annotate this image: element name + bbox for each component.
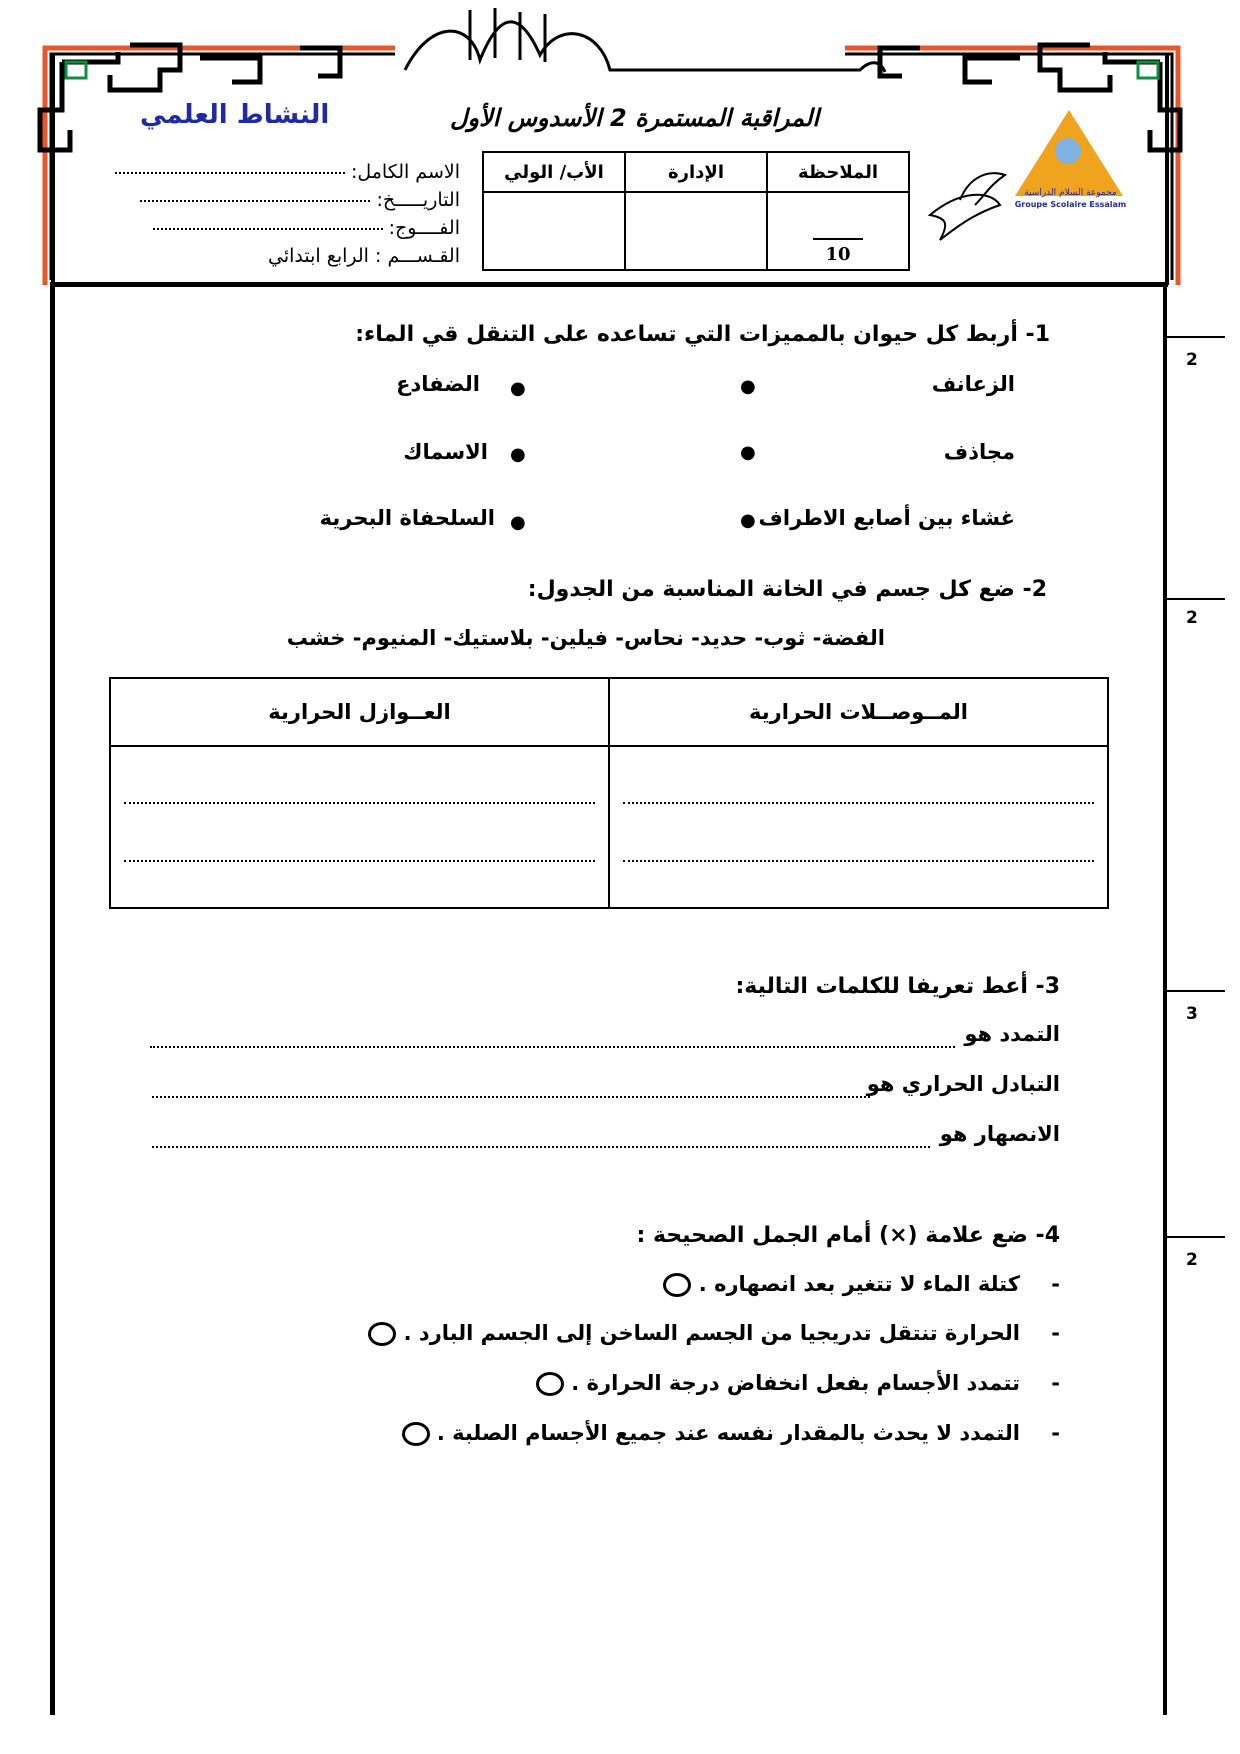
conductors-line-2[interactable] bbox=[623, 860, 1094, 862]
date-input-line[interactable] bbox=[140, 200, 370, 202]
q4-dash-1: - bbox=[1051, 1272, 1060, 1296]
conductors-table bbox=[109, 677, 1109, 909]
q3-term-1: التمدد هو bbox=[964, 1022, 1060, 1046]
q3-answer-line-3[interactable] bbox=[152, 1146, 930, 1148]
q4-dash-4: - bbox=[1051, 1421, 1060, 1445]
conductors-cell[interactable] bbox=[609, 746, 1108, 908]
q1-animal-dot-2[interactable]: ● bbox=[510, 444, 526, 465]
q4-statement-3-text: تتمدد الأجسام بفعل انخفاض درجة الحرارة . bbox=[571, 1371, 1020, 1395]
q4-checkbox-1[interactable] bbox=[663, 1273, 691, 1297]
q1-animal-1: الضفادع bbox=[396, 372, 480, 396]
margin-line-1 bbox=[1163, 336, 1225, 338]
q1-feature-2: مجاذف bbox=[943, 440, 1015, 464]
student-fields bbox=[109, 158, 460, 270]
q3-number: 3- bbox=[1035, 974, 1060, 999]
group-label: الفــــوج: bbox=[388, 217, 460, 239]
conductors-line-1[interactable] bbox=[623, 802, 1094, 804]
margin-line-2 bbox=[1163, 598, 1225, 600]
grading-table bbox=[482, 151, 910, 271]
q3-heading bbox=[735, 974, 1060, 999]
admin-signature-cell[interactable] bbox=[625, 192, 767, 270]
page-right-border bbox=[1163, 285, 1167, 1715]
logo-name-ar: مجموعة السلام الدراسية bbox=[1024, 188, 1117, 198]
group-field-row bbox=[109, 214, 460, 242]
frame-right-bar bbox=[1165, 55, 1169, 285]
logo-globe-icon bbox=[1055, 138, 1081, 164]
q4-heading bbox=[636, 1223, 1060, 1248]
q3-answer-line-1[interactable] bbox=[150, 1046, 955, 1048]
q4-checkbox-2[interactable] bbox=[368, 1322, 396, 1346]
class-label: القـســـم : bbox=[375, 245, 460, 267]
margin-score-1: 2 bbox=[1186, 350, 1198, 370]
q4-checkbox-3[interactable] bbox=[536, 1372, 564, 1396]
frame-left-bar bbox=[51, 55, 55, 285]
name-input-line[interactable] bbox=[115, 172, 345, 174]
name-label: الاسم الكامل: bbox=[350, 161, 460, 183]
q1-feature-1: الزعانف bbox=[931, 372, 1015, 396]
margin-line-3 bbox=[1163, 990, 1225, 992]
score-total: 10 bbox=[825, 244, 851, 265]
insulators-line-2[interactable] bbox=[124, 860, 595, 862]
insulators-cell[interactable] bbox=[110, 746, 609, 908]
insulators-line-1[interactable] bbox=[124, 802, 595, 804]
q1-feature-dot-1[interactable]: ● bbox=[740, 376, 756, 397]
q4-statement-4-text: التمدد لا يحدث بالمقدار نفسه عند جميع الأجسام الصلبة . bbox=[436, 1421, 1020, 1445]
group-input-line[interactable] bbox=[153, 228, 383, 230]
class-value: الرابع ابتدائي bbox=[268, 245, 369, 267]
q4-dash-3: - bbox=[1051, 1371, 1060, 1395]
q3-term-3: الانصهار هو bbox=[939, 1122, 1060, 1146]
class-field-row bbox=[109, 242, 460, 270]
q4-statement-1 bbox=[663, 1272, 1060, 1297]
q3-answer-line-2[interactable] bbox=[152, 1096, 870, 1098]
parent-signature-cell[interactable] bbox=[483, 192, 625, 270]
date-label: التاريـــــخ: bbox=[376, 189, 460, 211]
q1-feature-dot-3[interactable]: ● bbox=[740, 510, 756, 531]
subject-title: النشاط العلمي bbox=[140, 100, 330, 130]
score-cell[interactable] bbox=[767, 192, 909, 270]
margin-score-4: 2 bbox=[1186, 1250, 1198, 1270]
margin-score-2: 2 bbox=[1186, 608, 1198, 628]
q1-heading bbox=[355, 322, 1050, 347]
q1-animal-dot-3[interactable]: ● bbox=[510, 512, 526, 533]
q2-heading bbox=[528, 577, 1047, 602]
header-divider bbox=[50, 282, 1168, 287]
q4-dash-2: - bbox=[1051, 1321, 1060, 1345]
q2-number: 2- bbox=[1022, 577, 1047, 602]
q1-feature-3: غشاء بين أصابع الاطراف bbox=[758, 506, 1015, 530]
q4-statement-2-text: الحرارة تنتقل تدريجيا من الجسم الساخن إلى الجسم البارد . bbox=[403, 1321, 1020, 1345]
q3-text: أعط تعريفا للكلمات التالية: bbox=[735, 974, 1028, 999]
q2-materials-list: الفضة- ثوب- حديد- نحاس- فيلين- بلاستيك- المنيوم- خشب bbox=[286, 626, 885, 650]
logo-name-fr: Groupe Scolaire Essalam bbox=[1014, 200, 1127, 209]
q1-number: 1- bbox=[1025, 322, 1050, 347]
q2-text: ضع كل جسم في الخانة المناسبة من الجدول: bbox=[527, 577, 1015, 602]
col-parent-header: الأب/ الولي bbox=[483, 152, 625, 192]
q4-text: ضع علامة (×) أمام الجمل الصحيحة : bbox=[636, 1223, 1028, 1248]
margin-score-3: 3 bbox=[1186, 1004, 1198, 1024]
page-left-border bbox=[50, 285, 55, 1715]
basmala-text bbox=[420, 12, 581, 31]
col-admin-header: الإدارة bbox=[625, 152, 767, 192]
name-field-row bbox=[109, 158, 460, 186]
q4-number: 4- bbox=[1035, 1223, 1060, 1248]
date-field-row bbox=[109, 186, 460, 214]
q1-feature-dot-2[interactable]: ● bbox=[740, 442, 756, 463]
q4-statement-4 bbox=[402, 1421, 1060, 1446]
exam-title: المراقبة المستمرة 2 الأسدوس الأول bbox=[450, 104, 820, 132]
q1-animal-3: السلحفاة البحرية bbox=[319, 506, 495, 530]
q4-checkbox-4[interactable] bbox=[402, 1422, 430, 1446]
margin-line-4 bbox=[1163, 1236, 1225, 1238]
q4-statement-2 bbox=[368, 1321, 1060, 1346]
q4-statement-3 bbox=[536, 1371, 1060, 1396]
q3-term-2: التبادل الحراري هو bbox=[866, 1072, 1060, 1096]
q1-text: أربط كل حيوان بالمميزات التي تساعده على التنقل قي الماء: bbox=[355, 322, 1018, 347]
q1-animal-dot-1[interactable]: ● bbox=[510, 378, 526, 399]
col-remark-header: الملاحظة bbox=[767, 152, 909, 192]
q1-animal-2: الاسماك bbox=[403, 440, 488, 464]
q4-statement-1-text: كتلة الماء لا تتغير بعد انصهاره . bbox=[698, 1272, 1020, 1296]
insulators-header: العــوازل الحرارية bbox=[110, 678, 609, 746]
conductors-header: المــوصــلات الحرارية bbox=[609, 678, 1108, 746]
